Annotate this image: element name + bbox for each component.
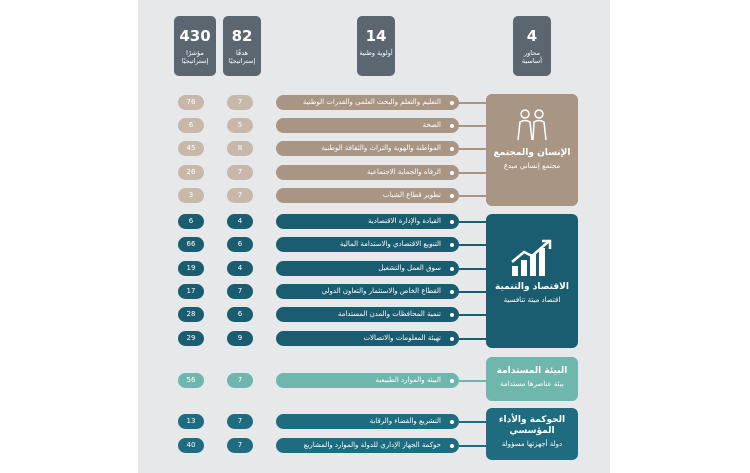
goals-value: 6: [227, 237, 253, 252]
program-bar: سوق العمل والتشغيل: [276, 261, 459, 276]
program-bar: الصحة: [276, 118, 459, 133]
axis-subtitle-environment: بيئة عناصرها مستدامة: [500, 380, 564, 388]
goals-value: 7: [227, 373, 253, 388]
goals-value: 7: [227, 414, 253, 429]
goals-value: 7: [227, 95, 253, 110]
programs-count: 14: [365, 27, 387, 45]
axis-card-governance: [486, 408, 578, 460]
indicators-value: 40: [178, 438, 204, 453]
goals-value: 9: [227, 331, 253, 346]
axis-title-human-society: الإنسان والمجتمع: [493, 148, 571, 158]
program-bar: التنويع الاقتصادي والاستدامة المالية: [276, 237, 459, 252]
left-margin: [0, 0, 138, 473]
program-bar: القطاع الخاص والاستثمار والتعاون الدولي: [276, 284, 459, 299]
goals-value: 6: [227, 307, 253, 322]
connector-line: [459, 291, 486, 293]
indicators-value: 6: [178, 118, 204, 133]
programs-count-header: [357, 16, 395, 76]
goals-value: 7: [227, 188, 253, 203]
connector-dot: [449, 289, 455, 295]
connector-dot: [449, 443, 455, 449]
axis-subtitle-human-society: مجتمع إنساني مبدع: [503, 162, 561, 170]
program-bar: تنمية المحافظات والمدن المستدامة: [276, 307, 459, 322]
connector-dot: [449, 219, 455, 225]
goals-value: 8: [227, 141, 253, 156]
program-bar: الرفاه والحماية الاجتماعية: [276, 165, 459, 180]
indicators-value: 13: [178, 414, 204, 429]
goals-count-label: هدفًا إستراتيجيًا: [228, 49, 256, 65]
connector-line: [459, 244, 486, 246]
indicators-value: 29: [178, 331, 204, 346]
program-bar: تهيئة المعلومات والاتصالات: [276, 331, 459, 346]
connector-dot: [449, 378, 455, 384]
indicators-count-label: مؤشرًا إستراتيجيًا: [181, 49, 209, 65]
axis-subtitle-governance: دولة أجهزتها مسؤولة: [501, 440, 563, 448]
connector-line: [459, 221, 486, 223]
indicators-value: 66: [178, 237, 204, 252]
connector-line: [459, 172, 486, 174]
goals-count: 82: [231, 27, 253, 45]
goals-value: 5: [227, 118, 253, 133]
connector-line: [459, 195, 486, 197]
people-icon: [512, 106, 552, 144]
indicators-value: 76: [178, 95, 204, 110]
axes-count: 4: [526, 27, 538, 45]
indicators-value: 17: [178, 284, 204, 299]
goals-value: 4: [227, 214, 253, 229]
axis-subtitle-economy: اقتصاد ميتة تنافسية: [503, 296, 561, 304]
goals-value: 4: [227, 261, 253, 276]
indicators-value: 45: [178, 141, 204, 156]
connector-line: [459, 148, 486, 150]
connector-line: [459, 125, 486, 127]
axis-title-governance: الحوكمة والأداء المؤسسي: [498, 415, 566, 436]
axis-card-economy: [486, 214, 578, 348]
connector-dot: [449, 100, 455, 106]
program-bar: القيادة والإدارة الاقتصادية: [276, 214, 459, 229]
goals-value: 7: [227, 284, 253, 299]
program-bar: التعليم والتعلم والبحث العلمي والقدرات الوطنية: [276, 95, 459, 110]
connector-dot: [449, 419, 455, 425]
program-bar: التشريع والقضاء والرقابة: [276, 414, 459, 429]
connector-dot: [449, 312, 455, 318]
right-margin: [610, 0, 750, 473]
indicators-value: 26: [178, 165, 204, 180]
connector-dot: [449, 336, 455, 342]
connector-dot: [449, 146, 455, 152]
connector-line: [459, 268, 486, 270]
connector-dot: [449, 193, 455, 199]
indicators-count: 430: [179, 27, 211, 45]
program-bar: تطوير قطاع الشباب: [276, 188, 459, 203]
goals-value: 7: [227, 165, 253, 180]
connector-dot: [449, 266, 455, 272]
axis-title-environment: البيئة المستدامة: [496, 366, 568, 376]
connector-dot: [449, 123, 455, 129]
indicators-count-header: [174, 16, 216, 76]
indicators-value: 19: [178, 261, 204, 276]
connector-dot: [449, 242, 455, 248]
programs-count-label: أولوية وطنية: [359, 49, 393, 57]
axis-card-human-society: [486, 94, 578, 206]
axes-count-header: [513, 16, 551, 76]
connector-line: [459, 380, 486, 382]
connector-line: [459, 421, 486, 423]
connector-line: [459, 314, 486, 316]
growth-chart-icon: [508, 238, 556, 278]
goals-value: 7: [227, 438, 253, 453]
indicators-value: 3: [178, 188, 204, 203]
axes-count-label: محاور أساسية: [521, 49, 543, 65]
connector-line: [459, 445, 486, 447]
connector-dot: [449, 170, 455, 176]
indicators-value: 28: [178, 307, 204, 322]
axis-title-economy: الاقتصاد والتنمية: [495, 282, 569, 292]
program-bar: البيئة والموارد الطبيعية: [276, 373, 459, 388]
axis-card-environment: [486, 357, 578, 401]
program-bar: المواطنة والهوية والتراث والثقافة الوطنية: [276, 141, 459, 156]
connector-line: [459, 102, 486, 104]
indicators-value: 56: [178, 373, 204, 388]
program-bar: حوكمة الجهاز الإداري للدولة والموارد والمشاريع: [276, 438, 459, 453]
goals-count-header: [223, 16, 261, 76]
indicators-value: 6: [178, 214, 204, 229]
connector-line: [459, 338, 486, 340]
